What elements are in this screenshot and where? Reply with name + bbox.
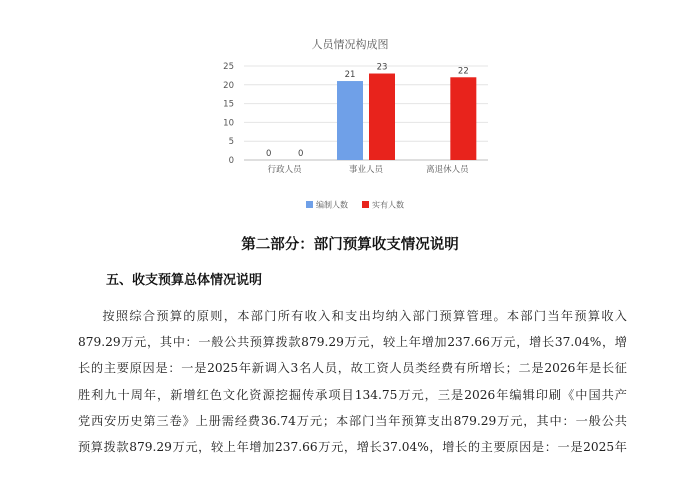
personnel-bar-chart [0,0,700,220]
y-tick-label: 5 [228,137,234,148]
paragraph-line: 胜利九十周年，新增红色文化资源挖掘传承项目134.75万元，三是2026年编辑印刷《中国共产 [78,387,627,402]
x-tick-label: 事业人员 [348,165,384,175]
y-tick-label: 15 [223,99,234,110]
paragraph-line: 长的主要原因是：一是2025年新调入3名人员，故工资人员类经费有所增长；二是2026年是长征 [78,361,627,376]
data-labels [266,63,469,159]
y-tick-label: 25 [223,62,234,72]
budget-paragraph [78,303,627,460]
data-label: 21 [344,70,356,81]
legend-swatch [306,201,313,208]
legend-label: 实有人数 [372,200,404,210]
data-label: 0 [265,149,272,159]
legend-swatch [362,201,369,208]
x-axis-ticks [268,164,470,175]
paragraph-line: 预算拨款879.29万元，较上年增加237.66万元，增长37.04%，增长的主要原因是：一是2025年 [78,440,627,455]
data-label: 22 [457,66,469,77]
x-tick-label: 离退休人员 [426,165,469,175]
y-tick-label: 10 [223,118,234,129]
chart-title: 人员情况构成图 [311,38,389,51]
chart-legend [306,200,404,210]
data-label: 23 [376,62,388,73]
bar-actual [450,77,476,160]
subsection-heading: 五、收支预算总体情况说明 [106,273,263,288]
x-tick-label: 行政人员 [267,165,302,175]
y-tick-label: 0 [228,156,234,166]
y-axis-ticks [223,62,234,166]
y-tick-label: 20 [223,80,234,91]
chart-bars [337,74,476,160]
data-label: 0 [297,149,304,159]
paragraph-line: 按照综合预算的原则，本部门所有收入和支出均纳入部门预算管理。本部门当年预算收入 [102,309,627,323]
bar-budgeted [337,81,363,160]
legend-label: 编制人数 [316,200,348,210]
bar-actual [369,74,395,160]
paragraph-line: 879.29万元，其中：一般公共预算拨款879.29万元，较上年增加237.66万元，增长37.04%，增 [78,335,627,350]
section-heading: 第二部分：部门预算收支情况说明 [241,237,459,253]
paragraph-line: 党西安历史第三卷》上册需经费36.74万元；本部门当年预算支出879.29万元，其中：一般公共 [78,413,627,428]
